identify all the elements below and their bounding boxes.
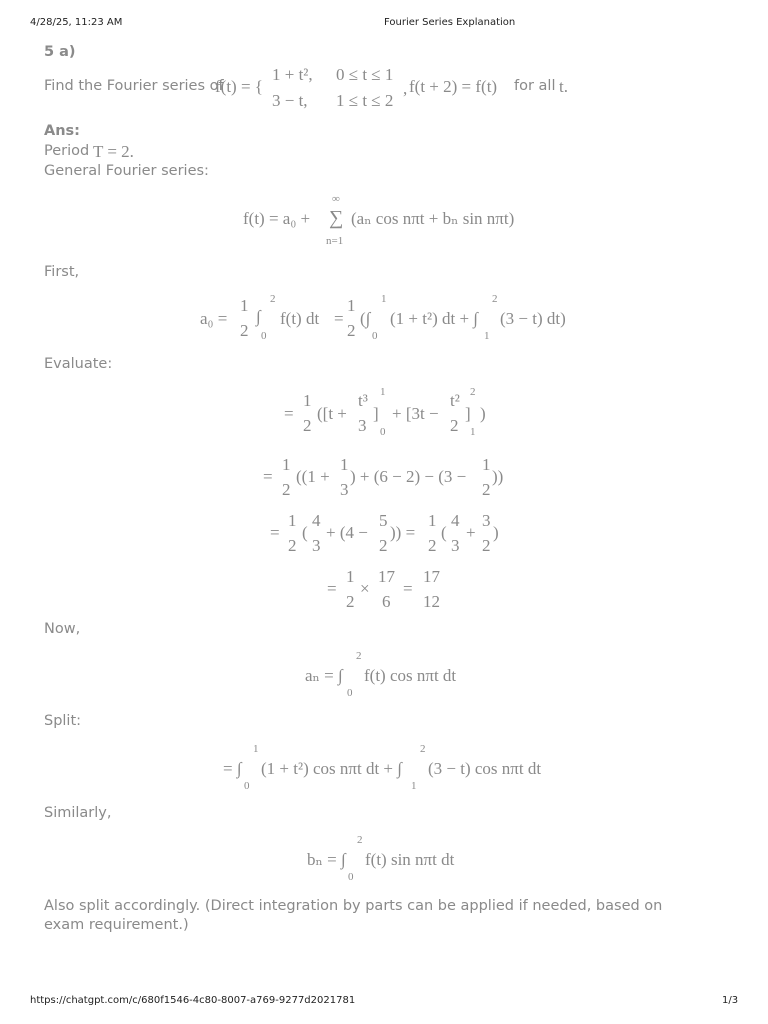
ev3-f3-den: 3 [451,536,460,555]
an-rhs: f(t) cos nπt dt [364,666,457,685]
print-datetime: 4/28/25, 11:23 AM [30,17,123,28]
int-c-upper: 2 [492,293,498,305]
a0-parts-open: (∫ [360,309,371,328]
case1-expr: 1 + t², [272,65,313,84]
ev1-eq: = [284,404,294,423]
a0-part2: (3 − t) dt) [500,309,566,328]
split-b: (1 + t²) cos nπt dt + ∫ [261,759,402,778]
a0-part1: (1 + t²) dt + ∫ [390,309,478,328]
ev1-2: 2 [450,416,459,435]
ev3-a: ( [302,523,308,542]
answer-label: Ans: [44,123,80,139]
frac2-den: 2 [347,321,356,340]
split-lower0: 0 [244,780,250,792]
ev1-b: ([t + [317,404,347,423]
ev2-a: ((1 + [296,467,330,486]
evaluate-text: Evaluate: [44,356,113,372]
ev3-frac-den: 2 [288,536,297,555]
now-text: Now, [44,621,81,637]
ev4-frac-den: 2 [346,592,355,611]
split-a: = ∫ [223,759,242,778]
period-text: Period [44,143,90,159]
ev4-f2-num: 17 [423,567,440,586]
fdef-lhs: f(t) = { [215,77,263,96]
split-c: (3 − t) cos nπt dt [428,759,542,778]
a0-int: f(t) dt [280,309,320,328]
ev1-d: + [3t − [392,404,439,423]
split-upper2: 2 [420,743,426,755]
bn-upper: 2 [357,834,363,846]
an-lhs: aₙ = ∫ [305,666,343,685]
ev3-d: ( [441,523,447,542]
ev2-eq: = [263,467,273,486]
ev3-f1-den: 3 [312,536,321,555]
ev3-eq: = [270,523,280,542]
ev4-frac-num: 1 [346,567,355,586]
periodic-condition: f(t + 2) = f(t) [409,77,498,96]
ev3-f3-num: 4 [451,511,460,530]
print-title: Fourier Series Explanation [384,17,516,28]
comma: , [403,79,408,98]
general-lhs: f(t) = a₀ + [243,209,311,228]
question-suffix: for all [514,78,556,94]
ev1-lower0: 0 [380,426,386,438]
ev3-frac2-num: 1 [428,511,437,530]
ev3-c: )) = [390,523,416,542]
ev4-f2-den: 12 [423,592,440,611]
ev3-f4-den: 2 [482,536,491,555]
question-number: 5 a) [44,44,76,60]
question-prefix: Find the Fourier series of [44,78,224,94]
ev2-frac-num: 1 [282,455,291,474]
page-number: 1/3 [722,995,739,1006]
split-upper1: 1 [253,743,259,755]
ev1-upper2: 2 [470,386,476,398]
frac2-num: 1 [347,296,356,315]
sum-upper: ∞ [332,193,340,205]
int-b-upper: 1 [381,293,387,305]
ev1-e: ] [465,404,471,423]
ev2-c: )) [492,467,504,486]
case2-expr: 3 − t, [272,91,308,110]
similarly-text: Similarly, [44,805,112,821]
period-math: T = 2. [93,142,134,161]
ev2-f2-num: 1 [482,455,491,474]
ev2-b: ) + (6 − 2) − (3 − [350,467,467,486]
ev3-frac-num: 1 [288,511,297,530]
an-lower: 0 [347,687,353,699]
bn-lower: 0 [348,871,354,883]
ev3-f2-den: 2 [379,536,388,555]
split-text: Split: [44,713,82,729]
an-upper: 2 [356,650,362,662]
ev3-e: + [466,523,476,542]
ev3-f2-num: 5 [379,511,388,530]
ev3-b: + (4 − [326,523,368,542]
ev2-frac-den: 2 [282,480,291,499]
bn-lhs: bₙ = ∫ [307,850,346,869]
ev4-f1-num: 17 [378,567,395,586]
ev1-3: 3 [358,416,367,435]
case1-cond: 0 ≤ t ≤ 1 [336,65,394,84]
int-c-lower: 1 [484,330,490,342]
int-a-lower: 0 [261,330,267,342]
question-var: t. [559,77,568,96]
ev4-eq2: = [403,579,413,598]
a0-eq: = [334,309,344,328]
ev1-t3: t³ [358,391,368,410]
ev1-f: ) [480,404,486,423]
case2-cond: 1 ≤ t ≤ 2 [336,91,394,110]
split-lower1: 1 [411,780,417,792]
bn-rhs: f(t) sin nπt dt [365,850,455,869]
ev1-upper1: 1 [380,386,386,398]
ev3-frac2-den: 2 [428,536,437,555]
ev2-f1-den: 3 [340,480,349,499]
frac1-num: 1 [240,296,249,315]
ev3-f1-num: 4 [312,511,321,530]
ev1-frac-num: 1 [303,391,312,410]
int-b-lower: 0 [372,330,378,342]
ev1-c: ] [373,404,379,423]
ev1-frac-den: 2 [303,416,312,435]
general-rhs: (aₙ cos nπt + bₙ sin nπt) [351,209,515,228]
ev3-f4-num: 3 [482,511,491,530]
ev4-eq1: = [327,579,337,598]
ev2-f1-num: 1 [340,455,349,474]
ev3-f: ) [493,523,499,542]
frac1-den: 2 [240,321,249,340]
a0-lhs: a₀ = [200,309,228,328]
int-a-upper: 2 [270,293,276,305]
int-a: ∫ [256,307,261,326]
ev4-times: × [360,579,370,598]
sum-symbol: ∑ [329,207,344,229]
general-text: General Fourier series: [44,163,209,179]
closing-text: Also split accordingly. (Direct integration by parts can be applied if needed, based on exam requirement.) [44,898,663,933]
ev2-f2-den: 2 [482,480,491,499]
ev1-t2: t² [450,391,460,410]
first-text: First, [44,264,80,280]
print-url: https://chatgpt.com/c/680f1546-4c80-8007-a769-9277d2021781 [30,995,356,1006]
sum-lower: n=1 [326,235,344,247]
ev4-f1-den: 6 [382,592,391,611]
ev1-lower1: 1 [470,426,476,438]
